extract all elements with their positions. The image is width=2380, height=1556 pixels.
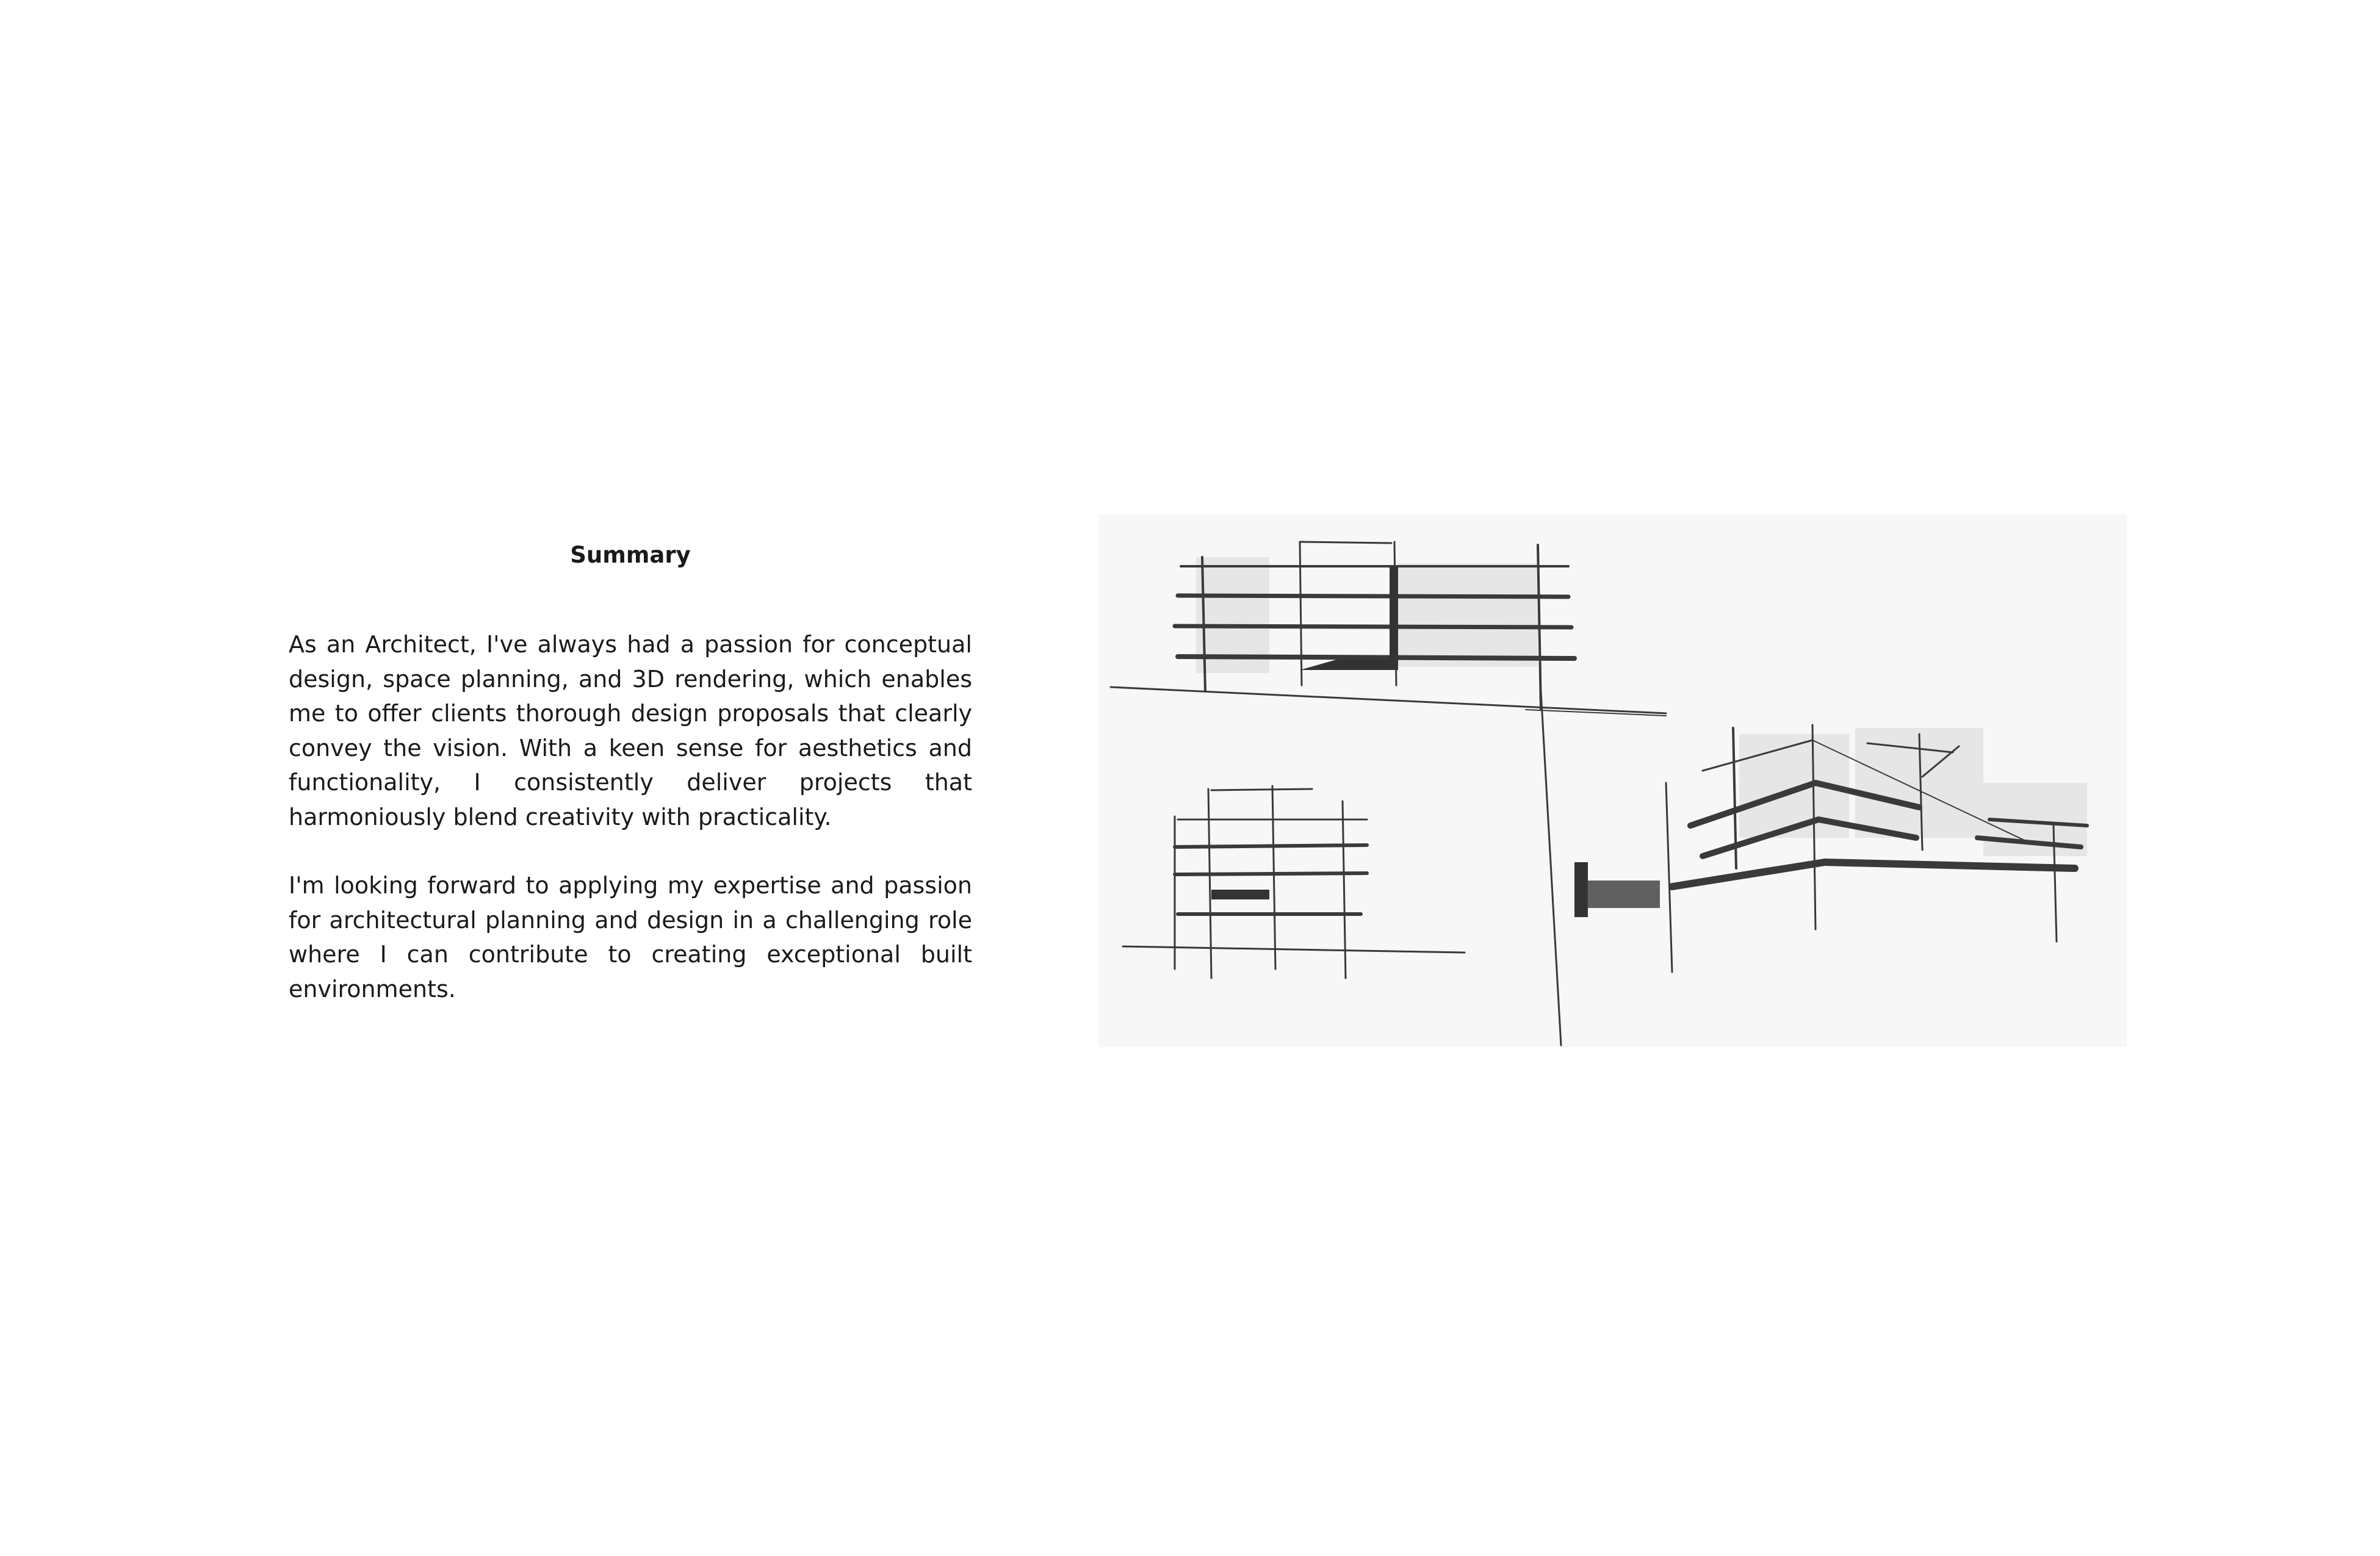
architectural-sketch-image [1098, 514, 2127, 1047]
sketch-drawing [1098, 514, 2127, 1047]
summary-section [289, 537, 972, 1040]
summary-paragraph-1: As an Architect, I've always had a passion for conceptual design, space planning, and 3D rendering, which enables me to offer clients thorough design proposals that clearly convey the vision. With a keen sense for aesthetics and functionality, I consistently deliver projects that harmoniously blend creativity with practicality. [289, 631, 972, 830]
summary-title: Summary [570, 542, 691, 568]
summary-paragraph-2: I'm looking forward to applying my expertise and passion for architectural planning and design in a challenging role where I can contribute to creating exceptional built environments. [289, 872, 972, 1003]
